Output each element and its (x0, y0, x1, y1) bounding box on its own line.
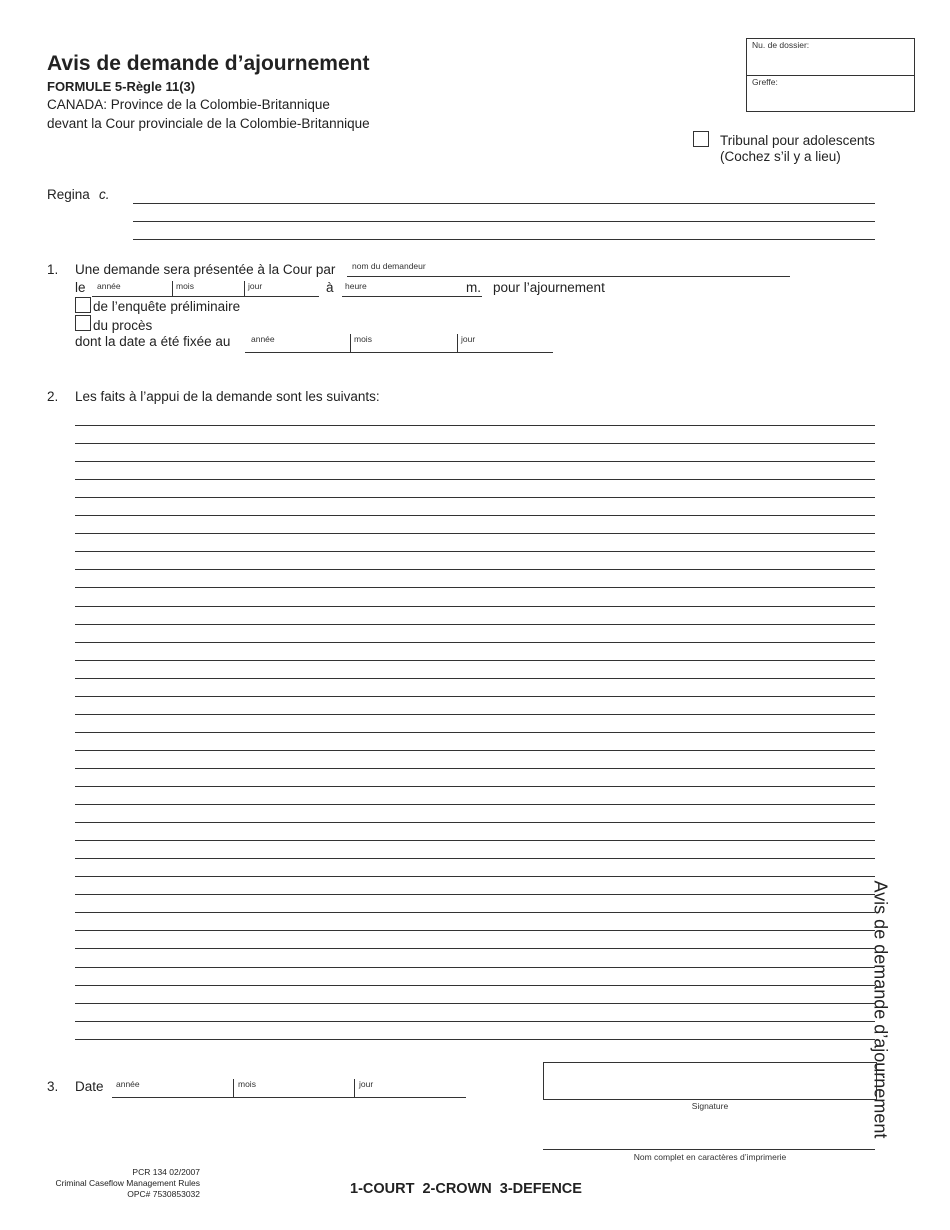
youth-court-label: Tribunal pour adolescents (720, 133, 875, 148)
facts-line[interactable] (75, 443, 875, 444)
sign-year-label: année (116, 1079, 140, 1089)
accused-line-2[interactable] (133, 221, 875, 222)
at-label: à (326, 280, 334, 295)
accused-line-3[interactable] (133, 239, 875, 240)
facts-line[interactable] (75, 497, 875, 498)
facts-line[interactable] (75, 732, 875, 733)
signature-label: Signature (691, 1101, 729, 1111)
facts-line[interactable] (75, 786, 875, 787)
section3-number: 3. (47, 1079, 59, 1094)
vertical-title: Avis de demande d’ajournement (870, 880, 891, 1139)
adjournment-label: pour l’ajournement (493, 280, 605, 295)
date-set-label: dont la date a été fixée au (75, 334, 231, 349)
form-title: Avis de demande d’ajournement (47, 52, 370, 75)
facts-line[interactable] (75, 533, 875, 534)
prelim-inquiry-label: de l’enquête préliminaire (93, 299, 241, 314)
applicant-line[interactable] (347, 276, 790, 277)
facts-line[interactable] (75, 967, 875, 968)
facts-line[interactable] (75, 642, 875, 643)
hearing-day-label: jour (248, 281, 263, 291)
form-code: PCR 134 02/2007 (132, 1167, 200, 1177)
hearing-date-line[interactable] (92, 296, 319, 297)
facts-line[interactable] (75, 804, 875, 805)
facts-line[interactable] (75, 930, 875, 931)
facts-line[interactable] (75, 569, 875, 570)
facts-line[interactable] (75, 822, 875, 823)
facts-line[interactable] (75, 461, 875, 462)
trial-checkbox[interactable] (75, 315, 91, 331)
regina-label: Regina (47, 187, 90, 202)
divider (244, 281, 245, 296)
printed-name-line[interactable] (543, 1149, 875, 1150)
versus-label: c. (99, 187, 110, 202)
trial-label: du procès (93, 318, 153, 333)
divider (350, 334, 351, 352)
section1-number: 1. (47, 262, 59, 277)
facts-line[interactable] (75, 840, 875, 841)
accused-line-1[interactable] (133, 203, 875, 204)
facts-line[interactable] (75, 515, 875, 516)
sign-date-line[interactable] (112, 1097, 466, 1098)
le-label: le (75, 280, 86, 295)
youth-court-checkbox[interactable] (693, 131, 709, 147)
facts-line[interactable] (75, 606, 875, 607)
file-info-box (746, 38, 915, 112)
facts-line[interactable] (75, 587, 875, 588)
sign-day-label: jour (359, 1079, 374, 1089)
facts-line[interactable] (75, 1021, 875, 1022)
printed-name-label: Nom complet en caractères d’imprimerie (633, 1152, 787, 1162)
jurisdiction-line: CANADA: Province de la Colombie-Britannique (47, 97, 330, 112)
hour-label: heure (345, 281, 367, 291)
opc-number: OPC# 7530853032 (127, 1189, 200, 1199)
sign-month-label: mois (238, 1079, 256, 1089)
copy-distribution: 1-COURT 2-CROWN 3-DEFENCE (350, 1181, 582, 1197)
registry-label: Greffe: (752, 77, 778, 87)
set-month-label: mois (354, 334, 372, 344)
prelim-inquiry-checkbox[interactable] (75, 297, 91, 313)
file-number-label: Nu. de dossier: (752, 40, 810, 50)
facts-line[interactable] (75, 1003, 875, 1004)
facts-line[interactable] (75, 894, 875, 895)
hearing-year-label: année (97, 281, 121, 291)
form-number: FORMULE 5-Règle 11(3) (47, 79, 196, 94)
youth-court-note: (Cochez s’il y a lieu) (720, 149, 841, 164)
facts-line[interactable] (75, 660, 875, 661)
facts-line[interactable] (75, 768, 875, 769)
signature-box[interactable] (543, 1062, 877, 1100)
facts-line[interactable] (75, 624, 875, 625)
facts-line[interactable] (75, 858, 875, 859)
facts-line[interactable] (75, 425, 875, 426)
file-number-field[interactable] (747, 39, 914, 76)
section1-intro: Une demande sera présentée à la Cour par (75, 262, 336, 277)
facts-line[interactable] (75, 948, 875, 949)
rules-name: Criminal Caseflow Management Rules (55, 1178, 200, 1188)
meridiem-label: m. (466, 280, 481, 295)
hearing-month-label: mois (176, 281, 194, 291)
section2-text: Les faits à l’appui de la demande sont les suivants: (75, 389, 380, 404)
date-label: Date (75, 1079, 104, 1094)
facts-line[interactable] (75, 750, 875, 751)
facts-line[interactable] (75, 551, 875, 552)
facts-line[interactable] (75, 1039, 875, 1040)
facts-line[interactable] (75, 479, 875, 480)
facts-line[interactable] (75, 985, 875, 986)
set-year-label: année (251, 334, 275, 344)
court-line: devant la Cour provinciale de la Colombie-Britannique (47, 116, 370, 131)
footer-info (40, 1167, 200, 1200)
divider (457, 334, 458, 352)
divider (233, 1079, 234, 1097)
registry-field[interactable] (747, 76, 914, 112)
set-day-label: jour (461, 334, 476, 344)
facts-line[interactable] (75, 678, 875, 679)
divider (172, 281, 173, 296)
facts-line[interactable] (75, 696, 875, 697)
facts-line[interactable] (75, 876, 875, 877)
facts-line[interactable] (75, 912, 875, 913)
set-date-line[interactable] (245, 352, 553, 353)
divider (354, 1079, 355, 1097)
facts-line[interactable] (75, 714, 875, 715)
section2-number: 2. (47, 389, 59, 404)
applicant-label: nom du demandeur (352, 261, 426, 271)
hour-line[interactable] (342, 296, 482, 297)
